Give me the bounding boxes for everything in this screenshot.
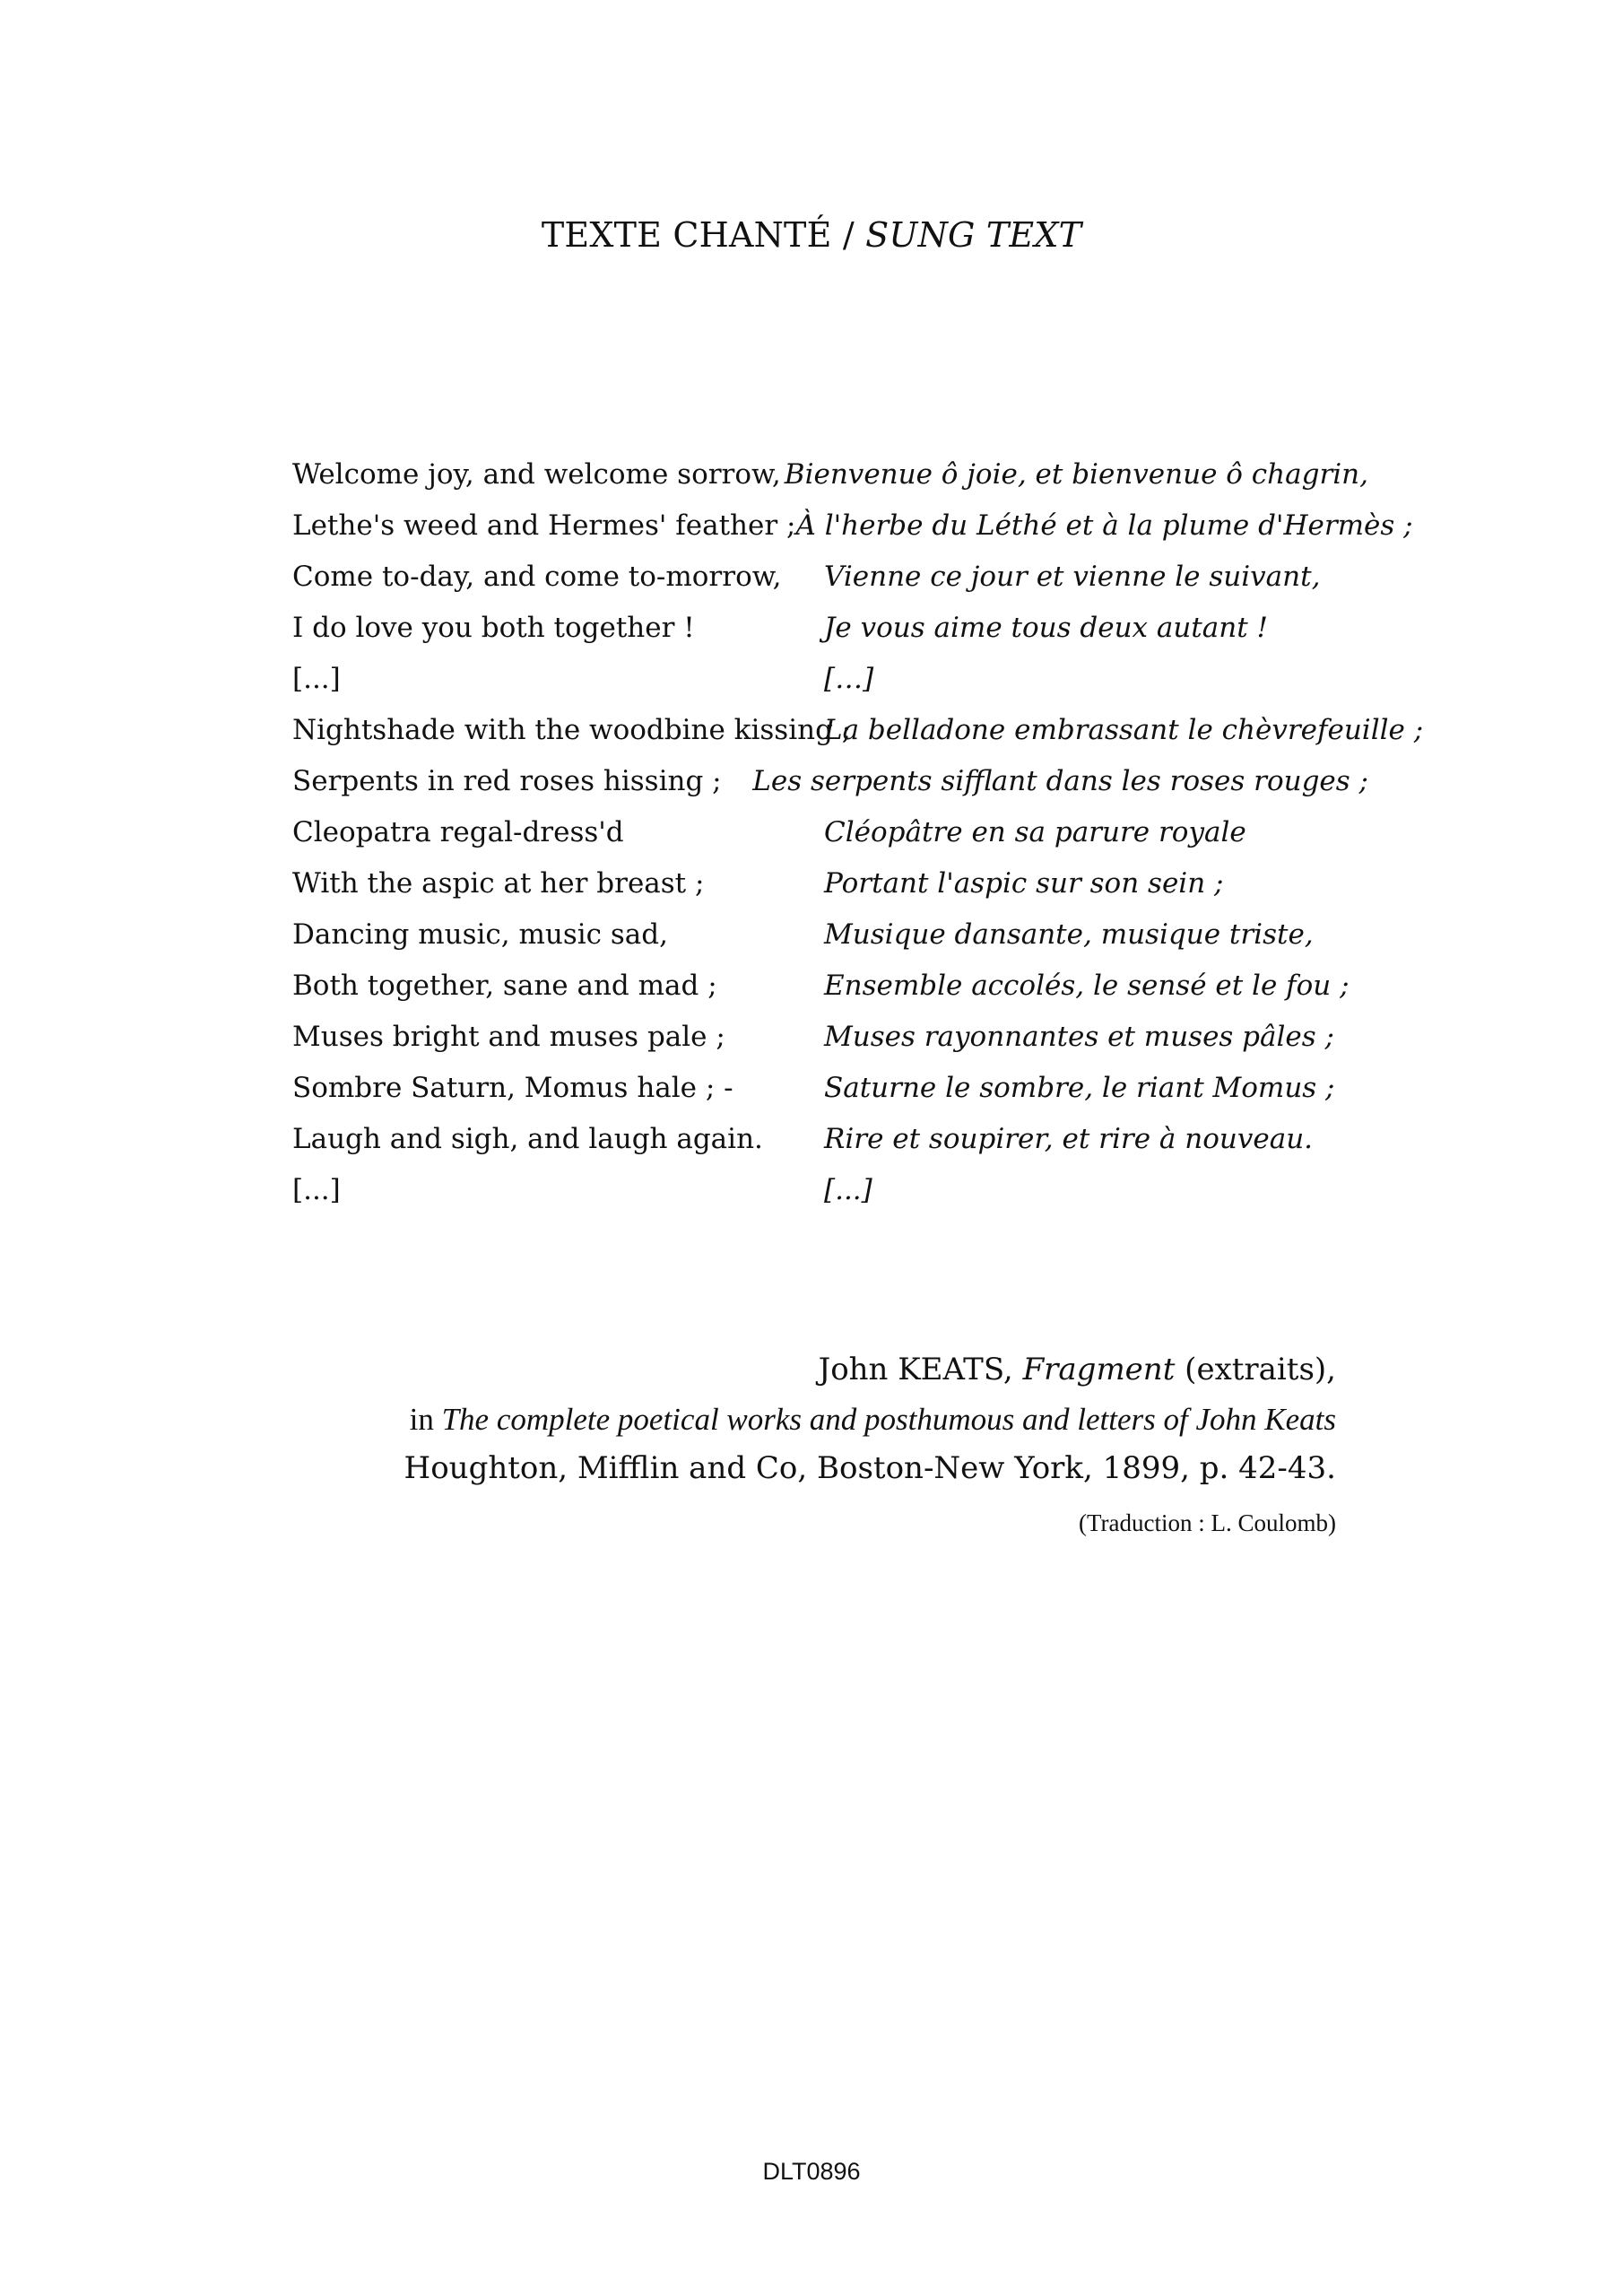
poem-line-french: À l'herbe du Léthé et à la plume d'Hermès ; [795,509,1413,542]
poem-line [292,448,1368,500]
poem-line [292,1011,1368,1062]
poem-line-french: Bienvenue ô joie, et bienvenue ô chagrin, [784,457,1368,491]
poem-line-french: Muses rayonnantes et muses pâles ; [824,1020,1334,1053]
poem-line-french: Musique dansante, musique triste, [824,918,1314,951]
poem-line [292,909,1368,960]
citation-in-prefix: in [409,1402,442,1437]
poem-line [292,602,1368,653]
poem-line [292,704,1424,755]
poem-line [292,960,1368,1011]
citation-work-note: (extraits), [1175,1352,1336,1387]
citation-block [170,1345,1336,1537]
poem-line-english: Cleopatra regal-dress'd [292,815,624,848]
poem-line-english: I do love you both together ! [292,611,695,644]
poem-line-english: Lethe's weed and Hermes' feather ; [292,509,796,542]
document-code: DLT0896 [762,2158,861,2185]
poem-line-french: Portant l'aspic sur son sein ; [824,866,1224,900]
poem-line [292,1062,1368,1113]
poem-line-english: [...] [292,662,341,695]
poem-line [292,755,1368,806]
citation-author: John KEATS, [818,1352,1023,1387]
poem-line [292,1113,1368,1164]
poem-line-english: With the aspic at her breast ; [292,866,705,900]
poem-line [292,653,1368,704]
poem-line-english: Come to-day, and come to-morrow, [292,560,782,593]
poem-line [292,806,1368,857]
poem-line [292,1164,1368,1215]
poem-line-french: [...] [824,1173,872,1206]
poem-line-french: Les serpents sifflant dans les roses rouges ; [752,764,1368,797]
citation-book-title: The complete poetical works and posthumous and letters of John Keats [441,1402,1336,1437]
poem-line-english: Muses bright and muses pale ; [292,1020,725,1053]
poem-line-english: Both together, sane and mad ; [292,969,717,1002]
poem-line-english: Dancing music, music sad, [292,918,668,951]
poem-line-french: […] [824,662,874,695]
poem-line-french: Cléopâtre en sa parure royale [824,815,1246,848]
poem-line-french: Saturne le sombre, le riant Momus ; [824,1071,1335,1104]
poem-columns [292,448,1424,1215]
poem-line [292,551,1368,602]
title-english: SUNG TEXT [865,215,1082,255]
poem-line-english: Laugh and sigh, and laugh again. [292,1122,763,1155]
poem-line-french: La belladone embrassant le chèvrefeuille ; [824,713,1424,746]
poem-line-french: Vienne ce jour et vienne le suivant, [824,560,1321,593]
poem-line [292,857,1368,909]
poem-line-english: Nightshade with the woodbine kissing ; [292,713,852,746]
title-french: TEXTE CHANTÉ / [541,215,866,255]
poem-line-english: [...] [292,1173,341,1206]
poem-line [292,500,1413,551]
poem-line-english: Serpents in red roses hissing ; [292,764,722,797]
translation-credit: (Traduction : L. Coulomb) [1079,1509,1336,1536]
poem-line-english: Welcome joy, and welcome sorrow, [292,457,781,491]
poem-line-english: Sombre Saturn, Momus hale ; - [292,1071,733,1104]
citation-work: Fragment [1022,1352,1176,1387]
poem-line-french: Je vous aime tous deux autant ! [824,611,1268,644]
poem-line-french: Rire et soupirer, et rire à nouveau. [824,1122,1314,1155]
citation-book-line [170,1395,1336,1444]
citation-author-line [170,1345,1336,1395]
poem-line-french: Ensemble accolés, le sensé et le fou ; [824,969,1350,1002]
page-title [0,215,1623,255]
citation-publisher: Houghton, Mifflin and Co, Boston-New York, 1899, p. 42-43. [404,1450,1336,1486]
